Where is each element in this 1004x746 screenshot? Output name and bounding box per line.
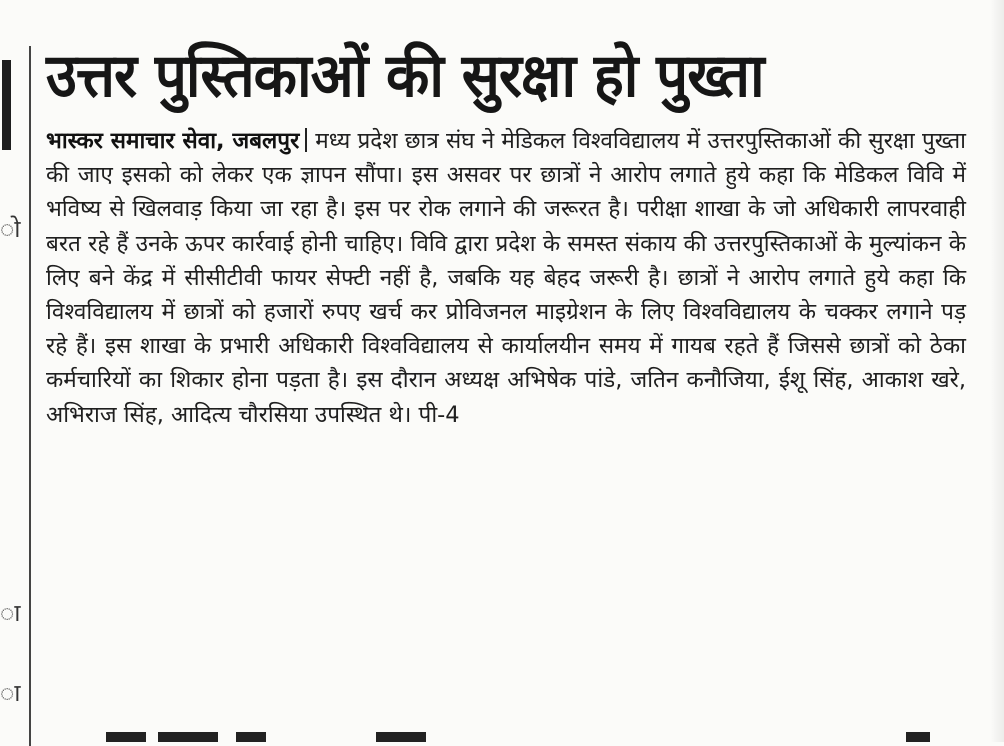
news-article: [46, 34, 966, 432]
adjacent-text-fragment: ा: [0, 679, 21, 707]
adjacent-column-fragment: [0, 0, 30, 742]
dateline-separator: [305, 128, 307, 152]
adjacent-headline-fragment: [2, 60, 11, 150]
article-headline: उत्तर पुस्तिकाओं की सुरक्षा हो पुख्ता: [46, 41, 764, 111]
next-headline-fragment: [46, 732, 936, 742]
page-edge-shadow: [990, 0, 1004, 742]
adjacent-text-fragment: ो: [0, 215, 21, 243]
column-divider: [29, 46, 31, 746]
article-body-text: मध्य प्रदेश छात्र संघ ने मेडिकल विश्वविद्यालय में उत्तरपुस्तिकाओं की सुरक्षा पुख्ता की जाए इसको को लेकर एक ज्ञापन सौंपा। इस असवर पर छात्रों ने आरोप लगाते हुये कहा कि मेडिकल विवि में भविष्य से खिलवाड़ किया जा रहा है। इस पर रोक लगाने की जरूरत है। परीक्षा शाखा के जो अधिकारी लापरवाही बरत रहे हैं उनके ऊपर कार्रवाई होनी चाहिए। विवि द्वारा प्रदेश के समस्त संकाय की उत्तरपुस्तिकाओं के मुल्यांकन के लिए बने केंद्र में सीसीटीवी फायर सेफ्टी नहीं है, जबकि यह बेहद जरूरी है। छात्रों ने आरोप लगाते हुये कहा कि विश्वविद्यालय में छात्रों को हजारों रुपए खर्च कर प्रोविजनल माइग्रेशन के लिए विश्वविद्यालय के चक्कर लगाने पड़ रहे हैं। इस शाखा के प्रभारी अधिकारी विश्वविद्यालय से कार्यालयीन समय में गायब रहते हैं जिससे छात्रों को ठेका कर्मचारियों का शिकार होना पड़ता है। इस दौरान अध्यक्ष अभिषेक पांडे, जतिन कनौजिया, ईशू सिंह, आकाश खरे, अभिराज सिंह, आदित्य चौरसिया उपस्थित थे। पी-4: [46, 128, 966, 428]
adjacent-text-fragment: ा: [0, 599, 21, 627]
article-dateline: भास्कर समाचार सेवा, जबलपुर: [46, 128, 300, 154]
article-body: [46, 124, 966, 432]
